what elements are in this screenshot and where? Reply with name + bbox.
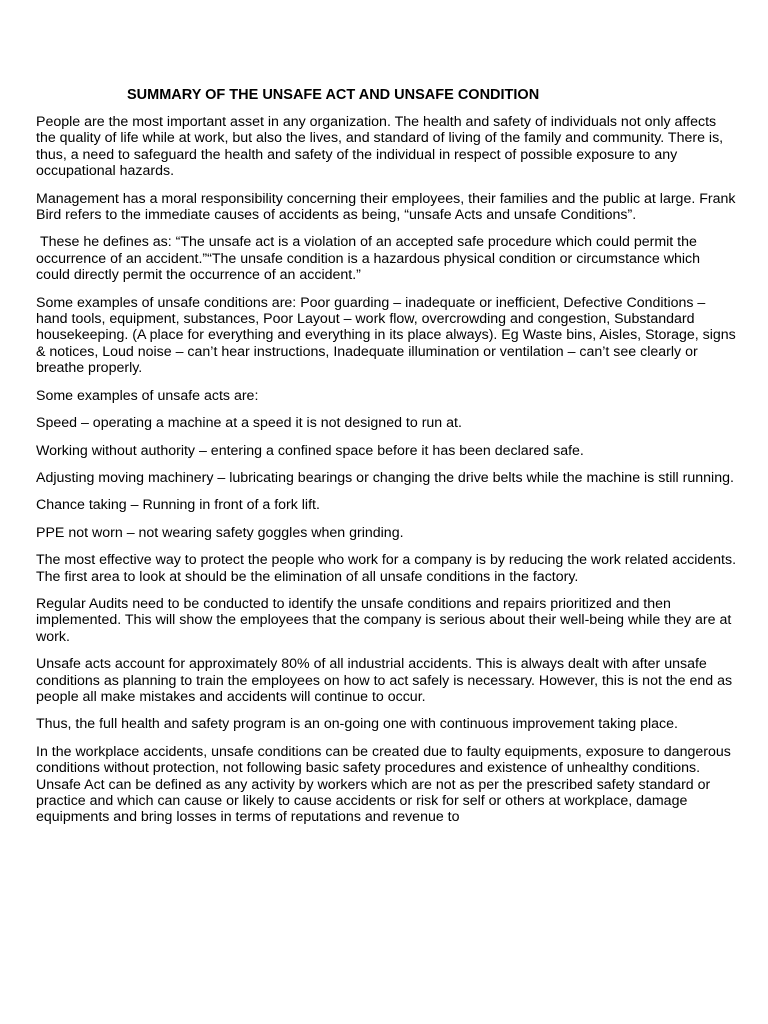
- paragraph-unsafe-acts-intro: Some examples of unsafe acts are:: [36, 387, 259, 404]
- paragraph-intro: People are the most important asset in any organization. The health and safety of individuals not only affects the quality of life while at work, but also the lives, and standard of living of the family and community. There is, thus, a need to safeguard the health and safety of the individual in respect of possible exposure to any occupational hazards.: [36, 114, 724, 180]
- paragraph-management: Management has a moral responsibility concerning their employees, their families and the public at large. Frank Bird refers to the immediate causes of accidents as being, “unsafe Acts and unsafe Conditions”.: [36, 190, 736, 224]
- paragraph-workplace-accidents: In the workplace accidents, unsafe conditions can be created due to faulty equipments, exposure to dangerous conditions without protection, not following basic safety procedures and existence of unhealthy conditions. Unsafe Act can be defined as any activity by workers which are not as per the prescribed safety standard or practice and which can cause or likely to cause accidents or risk for self or others at workplace, damage equipments and bring losses in terms of reputations and revenue to: [36, 743, 731, 826]
- paragraph-chance-taking: Chance taking – Running in front of a fork lift.: [36, 497, 320, 514]
- paragraph-definitions: These he defines as: “The unsafe act is a violation of an accepted safe procedure which could permit the occurrence of an accident.”“The unsafe condition is a hazardous physical condition or circumstance which could directly permit the occurrence of an accident.”: [36, 234, 704, 284]
- paragraph-unsafe-acts-statistics: Unsafe acts account for approximately 80% of all industrial accidents. This is always dealt with after unsafe conditions as planning to train the employees on how to act safely is necessary. However, this is not the end as people all make mistakes and accidents will continue to occur.: [36, 656, 733, 705]
- paragraph-adjusting-machinery: Adjusting moving machinery – lubricating bearings or changing the drive belts while the machine is still running.: [36, 469, 734, 486]
- paragraph-speed: Speed – operating a machine at a speed it is not designed to run at.: [36, 415, 462, 432]
- paragraph-regular-audits: Regular Audits need to be conducted to identify the unsafe conditions and repairs prioritized and then implemented. This will show the employees that the company is serious about their well-being while they are at work.: [36, 595, 732, 645]
- paragraph-ppe-not-worn: PPE not worn – not wearing safety goggles when grinding.: [36, 524, 404, 541]
- paragraph-unsafe-conditions-examples: Some examples of unsafe conditions are: Poor guarding – inadequate or inefficient, Defective Conditions – hand tools, equipment, substances, Poor Layout – work flow, overcrowding and congestion, Substandard housekeeping. (A place for everything and everything in its place always). Eg Waste bins, Aisles, Storage, signs & notices, Loud noise – can’t hear instructions, Inadequate illumination or ventilation – can’t see clearly or breathe properly.: [36, 294, 736, 377]
- paragraph-effective-protection: The most effective way to protect the people who work for a company is by reducing the work related accidents. The first area to look at should be the elimination of all unsafe conditions in the factory.: [36, 552, 737, 585]
- document-page: [36, 86, 736, 837]
- paragraph-working-without-authority: Working without authority – entering a confined space before it has been declared safe.: [36, 442, 584, 459]
- document-title: SUMMARY OF THE UNSAFE ACT AND UNSAFE CONDITION: [127, 87, 540, 103]
- paragraph-continuous-improvement: Thus, the full health and safety program is an on-going one with continuous improvement taking place.: [36, 716, 678, 733]
